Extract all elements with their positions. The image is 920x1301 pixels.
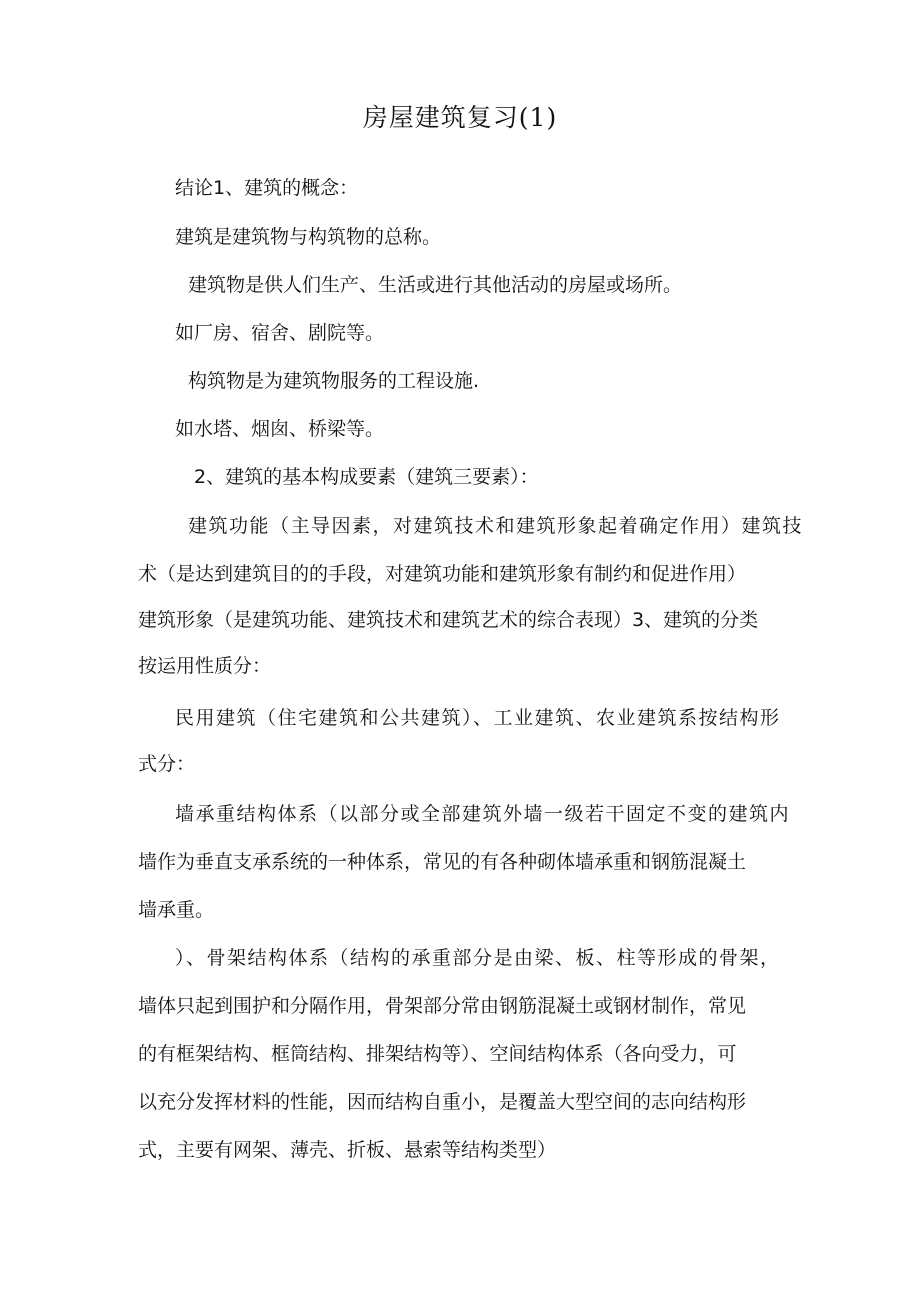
text-line: 墙承重结构体系（以部分或全部建筑外墙一级若干固定不变的建筑内: [175, 803, 791, 825]
text-line: 按运用性质分：: [138, 655, 272, 677]
text-line: 民用建筑（住宅建筑和公共建筑）、工业建筑、农业建筑系按结构形: [175, 707, 781, 729]
text-line: 如水塔、烟囱、桥梁等。: [175, 418, 385, 440]
text-line: 式，主要有网架、薄壳、折板、悬索等结构类型）: [138, 1139, 557, 1161]
text-line: 结论1、建筑的概念：: [175, 177, 359, 199]
text-line: 构筑物是为建筑物服务的工程设施.: [188, 370, 480, 392]
text-line: 墙承重。: [138, 899, 215, 921]
text-line: ）、骨架结构体系（结构的承重部分是由梁、板、柱等形成的骨架，: [175, 947, 781, 969]
text-line: 建筑物是供人们生产、生活或进行其他活动的房屋或场所。: [188, 274, 683, 296]
text-line: 建筑是建筑物与构筑物的总称。: [175, 226, 442, 248]
text-line: 墙作为垂直支承系统的一种体系，常见的有各种砌体墙承重和钢筋混凝土: [138, 851, 747, 873]
text-line: 2、建筑的基本构成要素（建筑三要素）：: [194, 466, 539, 488]
text-line: 术（是达到建筑目的的手段，对建筑功能和建筑形象有制约和促进作用）: [138, 563, 747, 585]
text-line: 式分：: [138, 753, 196, 775]
text-line: 建筑形象（是建筑功能、建筑技术和建筑艺术的综合表现）3、建筑的分类: [138, 609, 759, 631]
text-line: 如厂房、宿舍、剧院等。: [175, 322, 385, 344]
text-line: 墙体只起到围护和分隔作用，骨架部分常由钢筋混凝土或钢材制作，常见: [138, 995, 747, 1017]
document-title: 房屋建筑复习(1): [362, 103, 558, 132]
text-line: 以充分发挥材料的性能，因而结构自重小，是覆盖大型空间的志向结构形: [138, 1091, 747, 1113]
text-line: 建筑功能（主导因素，对建筑技术和建筑形象起着确定作用）建筑技: [188, 515, 804, 537]
text-line: 的有框架结构、框筒结构、排架结构等）、空间结构体系（各向受力，可: [138, 1043, 737, 1065]
